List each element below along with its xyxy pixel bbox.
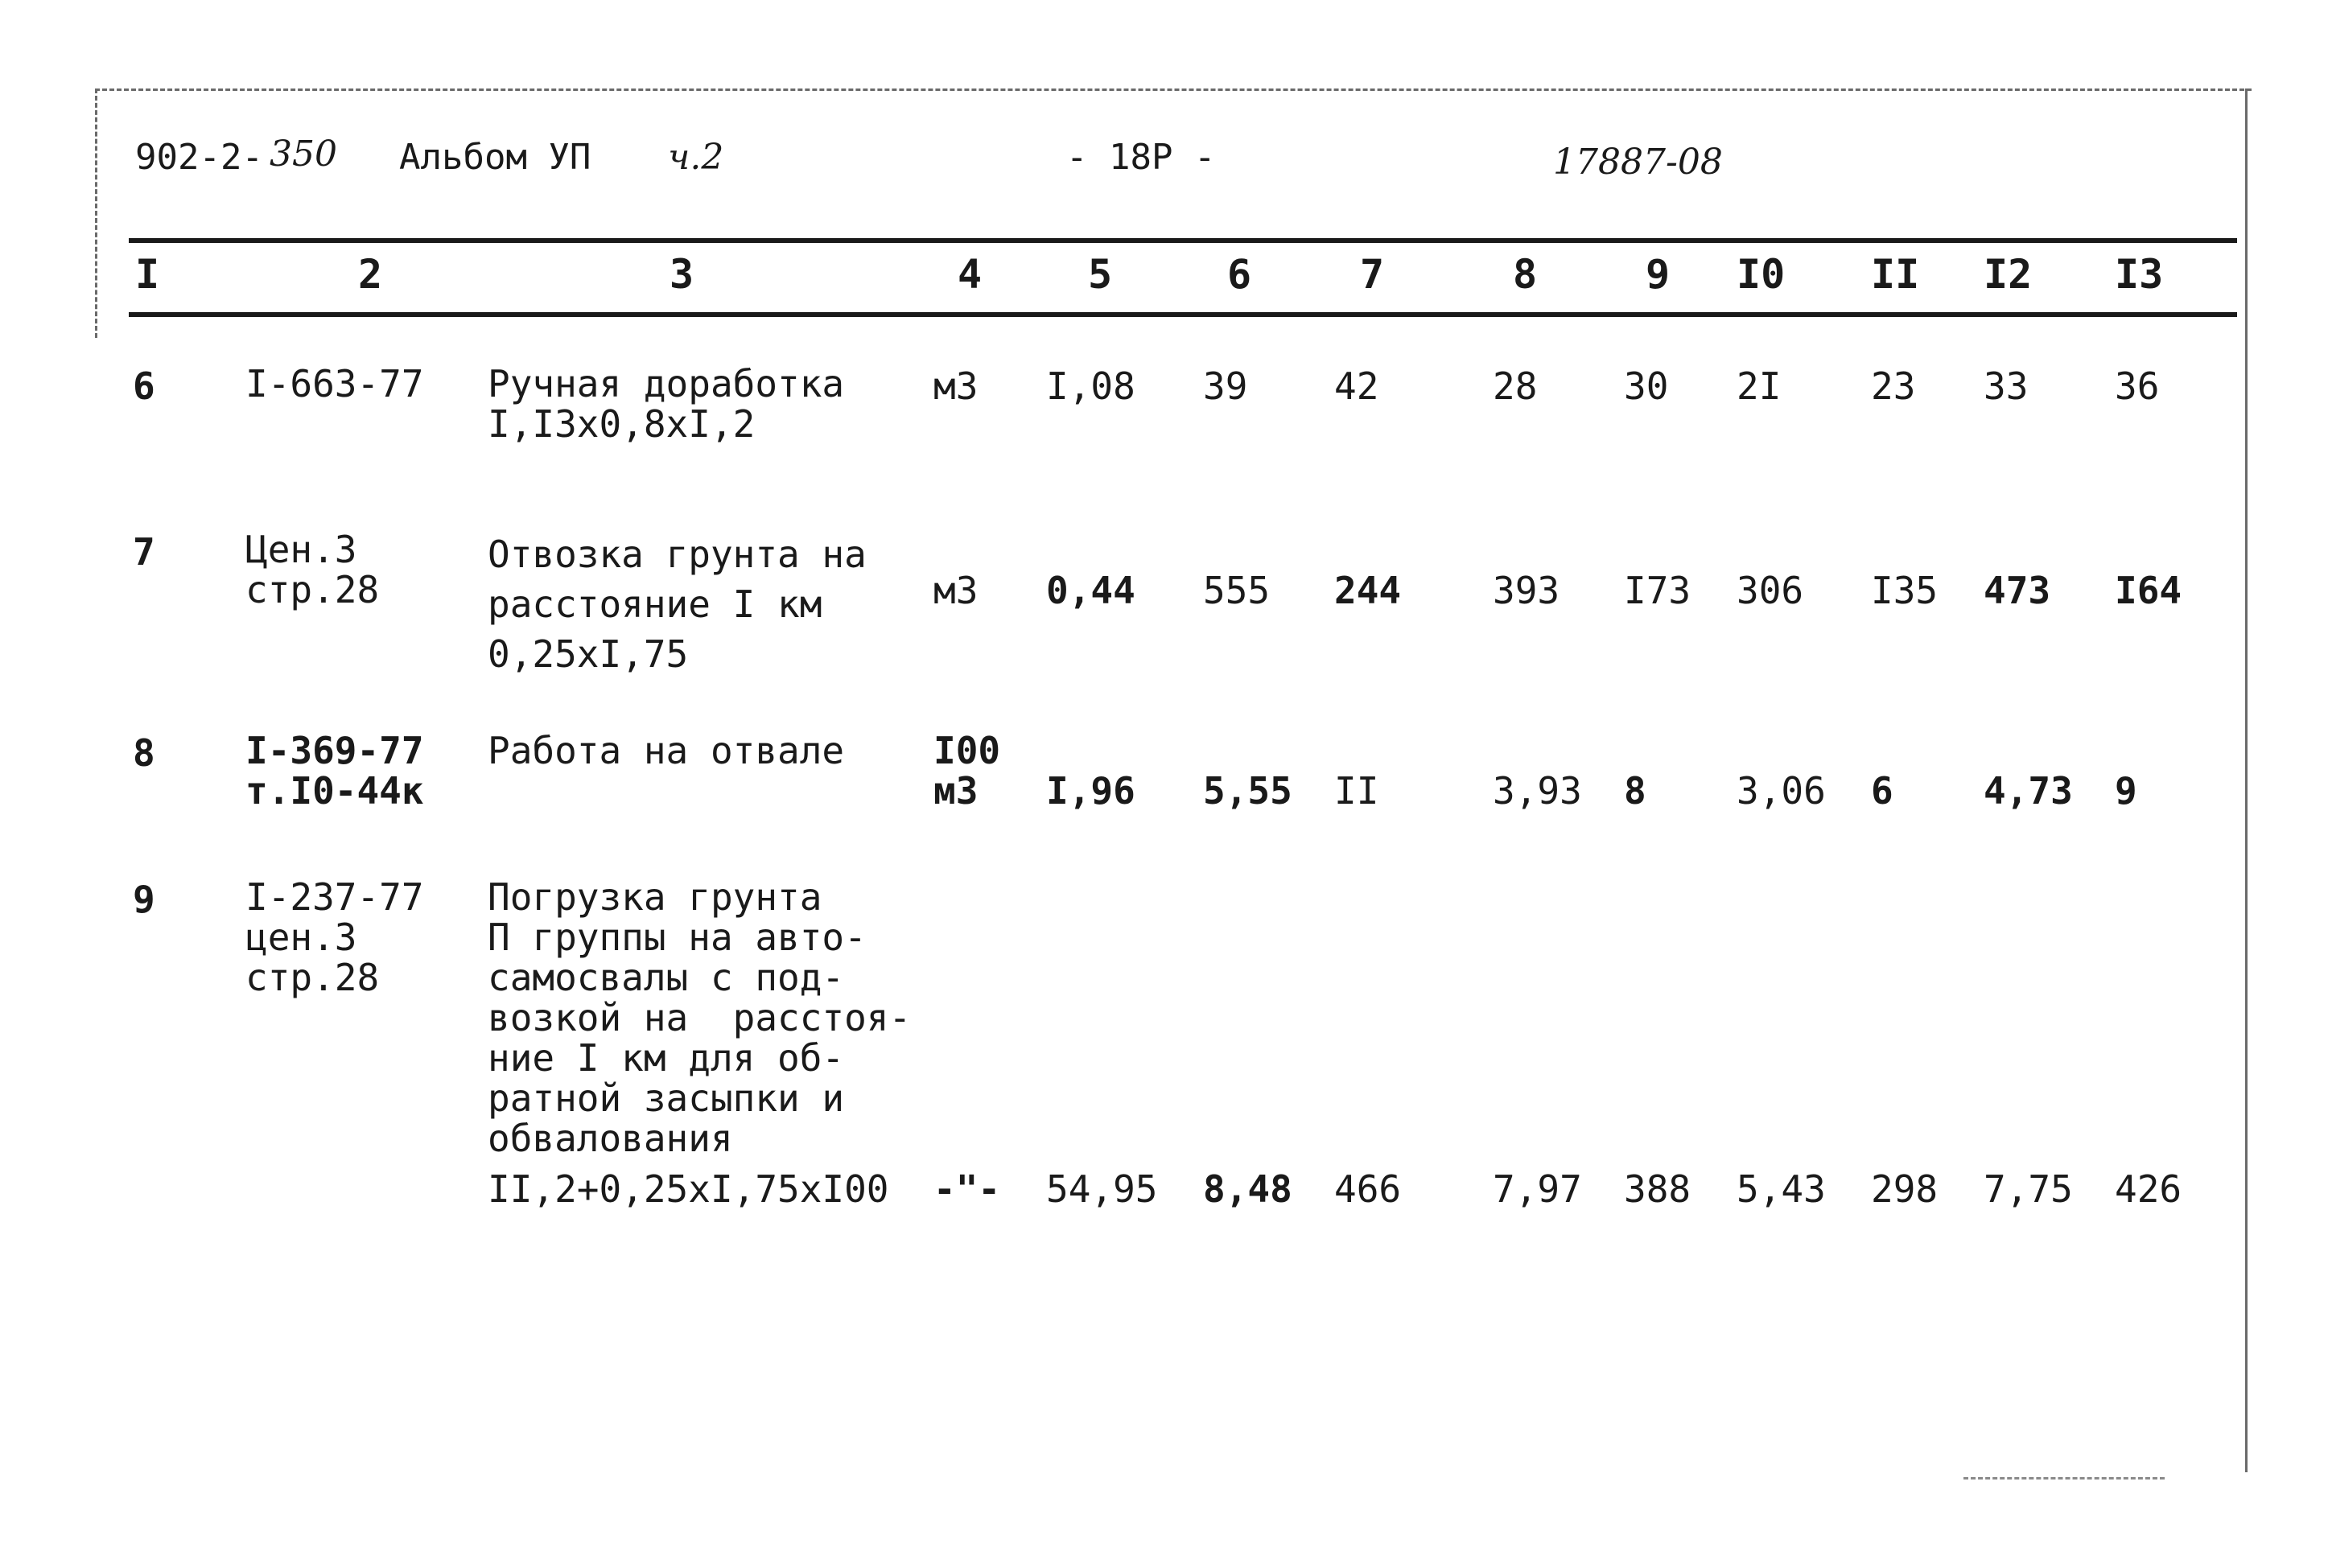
cell-col6: 8,48 [1203,1167,1292,1211]
cell-col6: 555 [1203,569,1271,612]
column-number: I2 [1984,251,2033,298]
cell-col11: 6 [1871,769,1893,813]
frame-bottom-border [1963,1477,2165,1480]
cell-col13: 9 [2115,769,2137,813]
part-handwritten: ч.2 [668,137,724,178]
column-number: II [1871,251,1920,298]
cell-col12: 33 [1984,364,2029,408]
cell-col13: 36 [2115,364,2160,408]
norm-code: I-663-77 [245,362,424,405]
cell-col12: 7,75 [1984,1167,2073,1211]
volume-formula: II,2+0,25xI,75xI00 [488,1167,889,1211]
doc-code-handwritten: 350 [270,134,337,175]
cell-col13: 426 [2115,1167,2182,1211]
frame-left-border [95,88,97,338]
cell-col11: 298 [1871,1167,1939,1211]
frame-right-border [2245,88,2248,1472]
column-number: I0 [1737,251,1786,298]
column-number: 8 [1513,251,1538,298]
cell-col8: 393 [1493,569,1560,612]
column-number: 5 [1088,251,1113,298]
cell-col9: 30 [1624,364,1669,408]
norm-code: I-369-77 т.I0-44к [245,729,424,813]
column-number: 2 [358,251,383,298]
column-number: 4 [958,251,983,298]
cell-col6: 39 [1203,364,1248,408]
cell-col12: 4,73 [1984,769,2073,813]
column-number: 7 [1360,251,1385,298]
work-description: Ручная доработка I,I3x0,8xI,2 [488,362,845,446]
cell-col5: 54,95 [1046,1167,1158,1211]
cell-col8: 3,93 [1493,769,1582,813]
album-label: Альбом УП [399,137,591,178]
cell-col5: I,96 [1046,769,1135,813]
cell-col7: 42 [1334,364,1379,408]
cell-col7: 466 [1334,1167,1402,1211]
column-number: I [135,251,160,298]
row-number: 9 [133,878,155,921]
row-number: 8 [133,731,155,775]
cell-col13: I64 [2115,569,2182,612]
column-number: 6 [1227,251,1252,298]
norm-code: I-237-77 цен.3 стр.28 [245,875,424,999]
unit: м3 [933,569,979,612]
doc-code: 902-2- [135,137,263,178]
row-number: 7 [133,530,155,574]
cell-col10: 5,43 [1737,1167,1826,1211]
work-description: Работа на отвале [488,729,845,772]
column-number: I3 [2115,251,2164,298]
cell-col8: 7,97 [1493,1167,1582,1211]
register-number-handwritten: 17887-08 [1553,142,1723,183]
work-description: Отвозка грунта на расстояние I км 0,25xI,75 [488,533,867,676]
cell-col8: 28 [1493,364,1538,408]
cell-col5: I,08 [1046,364,1135,408]
cell-col7: II [1334,769,1379,813]
cell-col10: 2I [1737,364,1782,408]
cell-col12: 473 [1984,569,2051,612]
cell-col9: I73 [1624,569,1691,612]
cell-col5: 0,44 [1046,569,1135,612]
cell-col6: 5,55 [1203,769,1292,813]
norm-code: Цен.3 стр.28 [245,528,380,611]
cell-col11: I35 [1871,569,1939,612]
header-top-rule [129,238,2237,243]
cell-col11: 23 [1871,364,1916,408]
page-number: - 18P - [1066,137,1216,178]
cell-col10: 3,06 [1737,769,1826,813]
column-number: 3 [670,251,694,298]
frame-top-border [95,88,2252,91]
row-number: 6 [133,364,155,408]
header-bottom-rule [129,312,2237,317]
work-description: Погрузка грунта П группы на авто- самосвалы с под- возкой на расстоя- ние I км для об- ратной засыпки и обвалования [488,875,912,1160]
cell-col7: 244 [1334,569,1402,612]
cell-col9: 8 [1624,769,1646,813]
unit: I00 м3 [933,729,1001,813]
unit: -"- [933,1167,1001,1211]
cell-col10: 306 [1737,569,1804,612]
cell-col9: 388 [1624,1167,1691,1211]
column-number: 9 [1646,251,1671,298]
unit: м3 [933,364,979,408]
